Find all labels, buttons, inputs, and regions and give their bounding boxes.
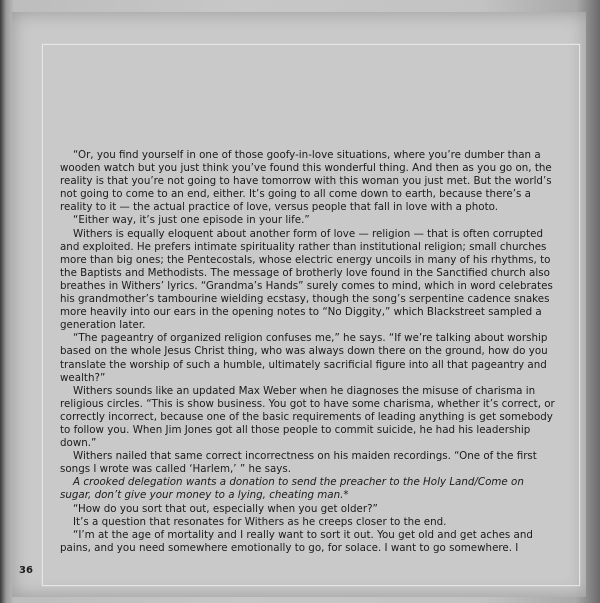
paragraph: Withers nailed that same correct incorrectness on his maiden recordings. “One of the first songs I wrote was called ‘Harlem,’ ” he says. xyxy=(60,450,537,476)
paragraph: “Either way, it’s just one episode in your life.” xyxy=(73,214,310,227)
paragraph: “How do you sort that out, especially when you get older?” xyxy=(73,502,378,515)
paragraph: “Or, you find yourself in one of those goofy-in-love situations, where you’re dumber than a wooden watch but you just think you’ve found this wonderful thing. And then as you go on, the reality is that you’re not going to have tomorrow with this woman you just met. But the world’s not going to come to an end, either. It’s going to all come down to earth, because there’s a reality to it — the actual practice of love, versus people that fall in love with a photo. xyxy=(60,149,552,214)
paragraph: “The pageantry of organized religion confuses me,” he says. “If we’re talking about worship based on the whole Jesus Christ thing, who was always down there on the ground, how do you translate the worship of such a humble, ultimately sacrificial figure into all that pageantry and wealth?” xyxy=(60,332,548,384)
paragraph: “I’m at the age of mortality and I really want to sort it out. You get old and get aches and pains, and you need somewhere emotionally to go, for solace. I want to go somewhere. I xyxy=(60,528,533,554)
paragraph: It’s a question that resonates for Withers as he creeps closer to the end. xyxy=(73,515,447,528)
paragraph: Withers sounds like an updated Max Weber when he diagnoses the misuse of charisma in religious circles. “This is show business. You got to have some charisma, whether it’s correct, or correctly incorrect, because one of the basic requirements of leading anything is get somebody to follow you. When Jim Jones got all those people to commit suicide, he had his leadership down.” xyxy=(60,384,555,450)
lyric-quote: A crooked delegation wants a donation to send the preacher to the Holy Land/Come on sugar, don’t give your money to a lying, cheating man.* xyxy=(60,476,524,502)
page-number: 36 xyxy=(19,565,33,576)
article-body xyxy=(60,149,558,555)
paragraph: Withers is equally eloquent about another form of love — religion — that is often corrupted and exploited. He prefers intimate spirituality rather than institutional religion; small churches more than big ones; the Pentecostals, whose electric energy uncoils in many of his rhythms, to the Baptists and Methodists. The message of brotherly love found in the Sanctified church also breathes in Withers’ lyrics. “Grandma’s Hands” surely comes to mind, which in word celebrates his grandmother’s tambourine wielding ecstasy, though the song’s serpentine cadence snakes more heavily into our ears in the opening notes to “No Diggity,” which Blackstreet sampled a generation later. xyxy=(60,227,553,332)
